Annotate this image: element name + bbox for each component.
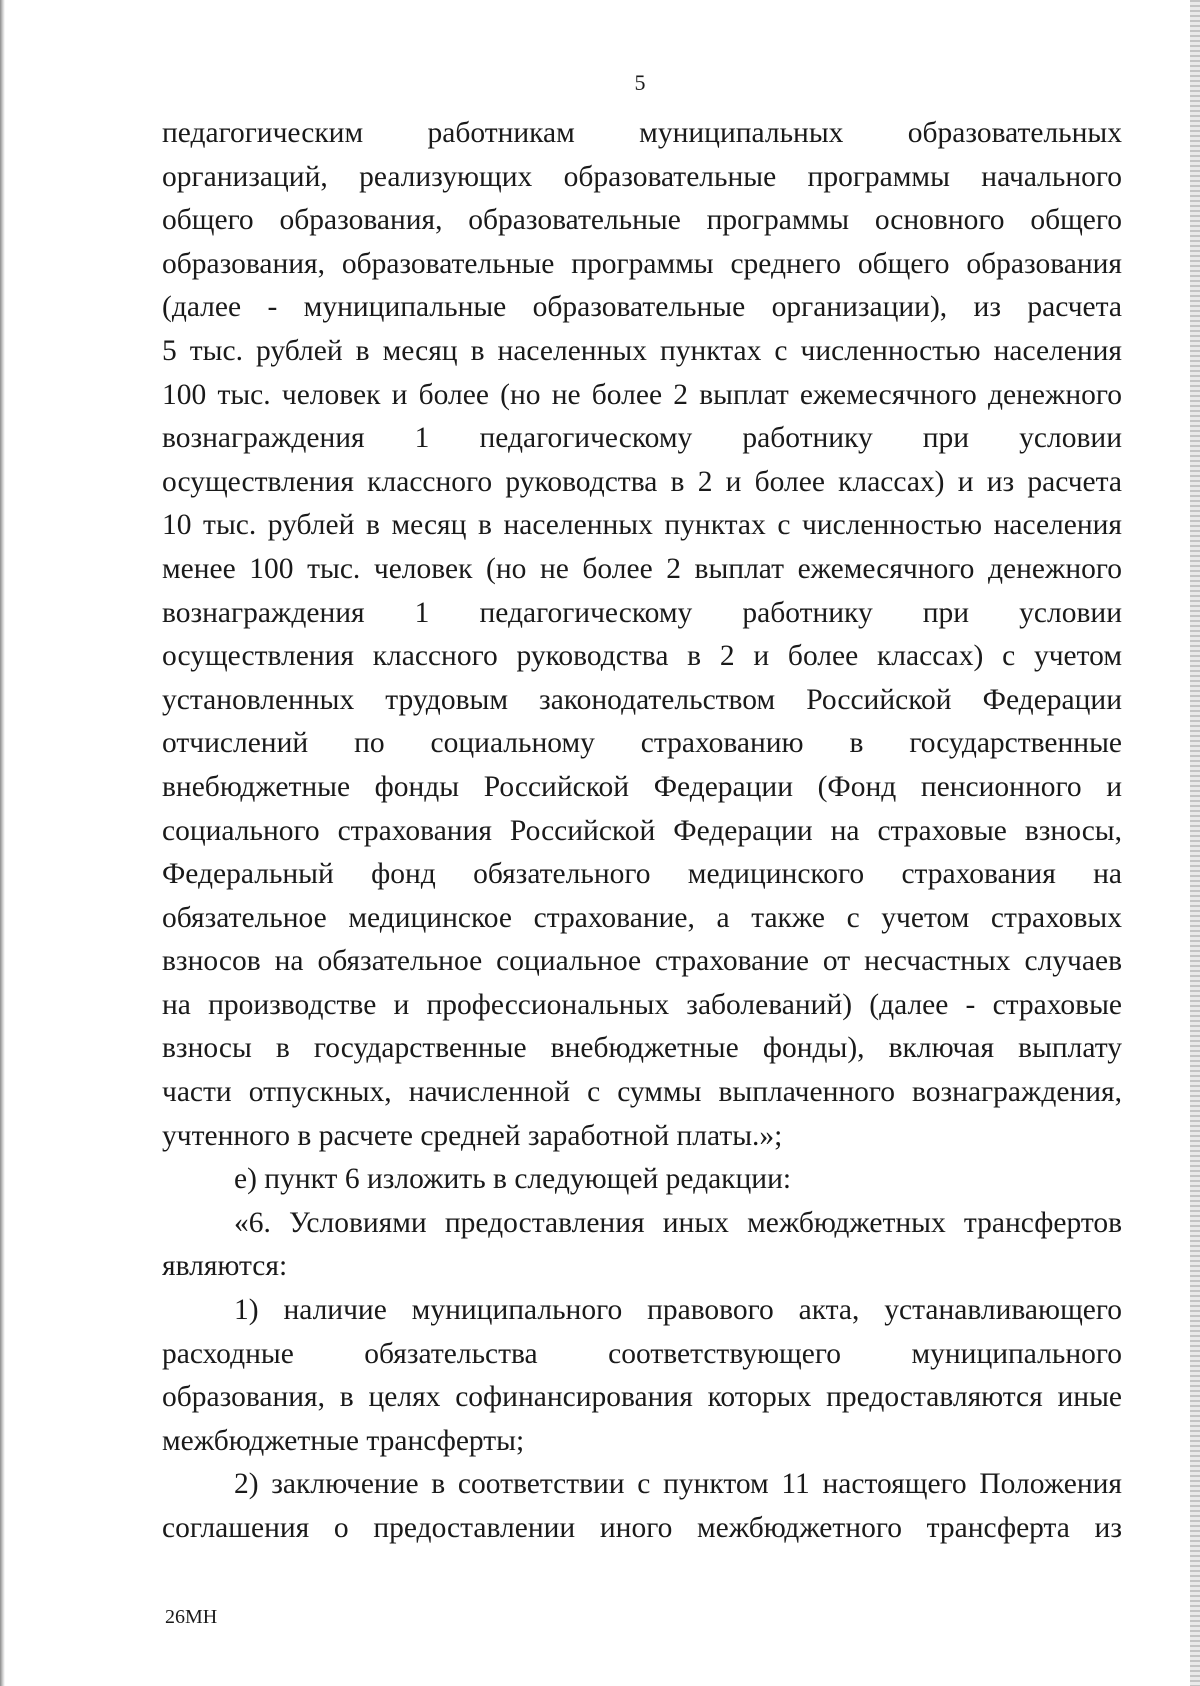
text-line: 10 тыс. рублей в месяц в населенных пунктах с численностью населения — [162, 509, 1122, 542]
page-number: 5 — [634, 70, 646, 95]
text-line: межбюджетные трансферты; — [162, 1424, 525, 1457]
text-line: расходные обязательства соответствующего муниципального — [162, 1337, 1122, 1370]
text-line: 100 тыс. человек и более (но не более 2 выплат ежемесячного денежного — [162, 378, 1122, 411]
text-line: осуществления классного руководства в 2 и более классах) и из расчета — [162, 465, 1122, 498]
text-line: взносов на обязательное социальное страхование от несчастных случаев — [162, 945, 1122, 978]
text-line: общего образования, образовательные программы основного общего — [162, 204, 1122, 237]
document-body — [162, 112, 1122, 1551]
text-line: осуществления классного руководства в 2 и более классах) с учетом — [162, 640, 1122, 673]
scan-left-edge — [0, 0, 5, 1686]
text-line: менее 100 тыс. человек (но не более 2 выплат ежемесячного денежного — [162, 552, 1122, 585]
text-line: учтенного в расчете средней заработной платы.»; — [162, 1119, 783, 1152]
scan-right-edge — [1190, 0, 1200, 1686]
text-line: 1) наличие муниципального правового акта, устанавливающего — [234, 1294, 1122, 1327]
text-line: установленных трудовым законодательством Российской Федерации — [162, 683, 1122, 716]
text-line: 2) заключение в соответствии с пунктом 11 настоящего Положения — [234, 1468, 1122, 1501]
text-line: взносы в государственные внебюджетные фонды), включая выплату — [162, 1032, 1122, 1065]
text-line: отчислений по социальному страхованию в государственные — [162, 727, 1122, 760]
text-line: вознаграждения 1 педагогическому работнику при условии — [162, 596, 1122, 629]
text-line: обязательное медицинское страхование, а также с учетом страховых — [162, 901, 1122, 934]
text-line: педагогическим работникам муниципальных образовательных — [162, 117, 1122, 149]
text-line: организаций, реализующих образовательные программы начального — [162, 160, 1122, 193]
text-line: Федеральный фонд обязательного медицинского страхования на — [162, 858, 1122, 891]
text-line: соглашения о предоставлении иного межбюджетного трансферта из — [162, 1512, 1122, 1544]
text-line: образования, в целях софинансирования которых предоставляются иные — [162, 1381, 1122, 1414]
text-line: являются: — [162, 1250, 288, 1283]
text-line: вознаграждения 1 педагогическому работнику при условии — [162, 422, 1122, 455]
text-line: «6. Условиями предоставления иных межбюджетных трансфертов — [234, 1206, 1122, 1239]
text-line: внебюджетные фонды Российской Федерации (Фонд пенсионного и — [162, 770, 1122, 803]
text-line: социального страхования Российской Федерации на страховые взносы, — [162, 814, 1122, 847]
text-line: е) пункт 6 изложить в следующей редакции: — [234, 1163, 792, 1196]
text-line: на производстве и профессиональных заболеваний) (далее - страховые — [162, 988, 1122, 1021]
text-line: части отпускных, начисленной с суммы выплаченного вознаграждения, — [162, 1076, 1122, 1109]
text-line: образования, образовательные программы среднего общего образования — [162, 247, 1122, 280]
footer-document-code: 26МН — [165, 1606, 218, 1628]
text-line: 5 тыс. рублей в месяц в населенных пунктах с численностью населения — [162, 334, 1122, 367]
text-line: (далее - муниципальные образовательные организации), из расчета — [162, 291, 1122, 324]
